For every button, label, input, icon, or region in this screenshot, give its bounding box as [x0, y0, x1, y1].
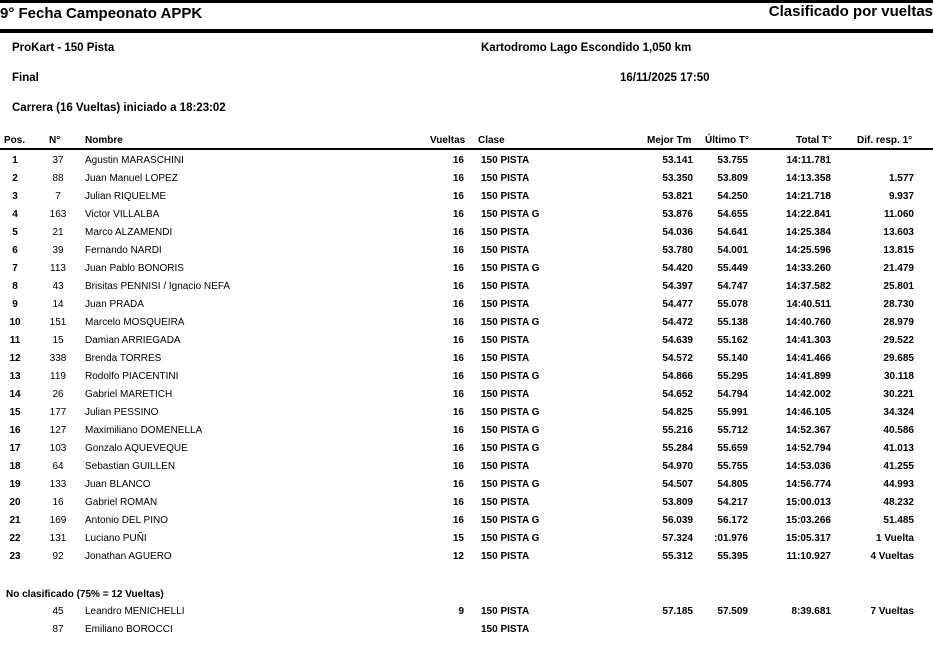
cell-total: 14:21.718	[785, 191, 831, 202]
cell-num: 45	[52, 606, 64, 617]
cell-best: 55.284	[662, 443, 693, 454]
cell-cls: 150 PISTA	[481, 461, 530, 472]
cell-diff: 25.801	[883, 281, 914, 292]
cell-cls: 150 PISTA	[481, 606, 530, 617]
cell-cls: 150 PISTA	[481, 335, 530, 346]
cell-name: Victor VILLALBA	[85, 209, 160, 220]
cell-laps: 16	[452, 155, 464, 166]
col-total: Total T°	[796, 135, 833, 146]
cell-cls: 150 PISTA G	[481, 515, 540, 526]
cell-diff: 40.586	[883, 425, 914, 436]
table-row	[0, 460, 933, 478]
col-name: Nombre	[85, 135, 123, 146]
cell-diff: 4 Vueltas	[870, 551, 914, 562]
cell-laps: 16	[452, 335, 464, 346]
cell-last: 54.794	[717, 389, 748, 400]
cell-name: Antonio DEL PINO	[85, 515, 169, 526]
cell-last: 55.395	[717, 551, 748, 562]
cell-last: 54.641	[717, 227, 748, 238]
cell-last: 55.659	[717, 443, 748, 454]
table-row	[0, 388, 933, 406]
cell-total: 14:42.002	[785, 389, 831, 400]
cell-pos: 18	[9, 461, 21, 472]
cell-num: 119	[50, 371, 66, 382]
cell-diff: 41.013	[883, 443, 914, 454]
cell-total: 14:52.794	[785, 443, 831, 454]
cell-total: 14:52.367	[785, 425, 831, 436]
cell-num: 131	[49, 533, 67, 544]
cell-cls: 150 PISTA	[481, 299, 530, 310]
cell-laps: 16	[452, 425, 464, 436]
cell-diff: 30.118	[883, 371, 914, 382]
cell-best: 57.324	[662, 533, 693, 544]
cell-best: 53.876	[662, 209, 693, 220]
table-row	[0, 424, 933, 442]
cell-pos: 20	[9, 497, 21, 508]
table-header-rule	[0, 148, 933, 150]
page-title: 9° Fecha Campeonato APPK	[0, 5, 203, 22]
cell-pos: 7	[12, 263, 18, 274]
cell-best: 54.507	[662, 479, 693, 490]
cell-last: 55.078	[717, 299, 748, 310]
cell-pos: 5	[12, 227, 18, 238]
table-row	[0, 623, 933, 641]
cell-total: 14:33.260	[785, 263, 831, 274]
cell-diff: 51.485	[883, 515, 914, 526]
cell-pos: 16	[9, 425, 21, 436]
cell-num: 92	[52, 551, 64, 562]
cell-laps: 16	[452, 479, 464, 490]
cell-num: 177	[49, 407, 67, 418]
classification-mode: Clasificado por vueltas	[768, 3, 933, 20]
cell-best: 55.312	[662, 551, 693, 562]
cell-total: 14:40.511	[786, 299, 831, 310]
cell-laps: 16	[452, 191, 464, 202]
cell-cls: 150 PISTA	[481, 281, 530, 292]
col-pos: Pos.	[4, 135, 26, 146]
cell-cls: 150 PISTA G	[481, 443, 540, 454]
cell-laps: 16	[452, 443, 464, 454]
cell-name: Sebastian GUILLEN	[85, 461, 176, 472]
cell-total: 14:25.596	[785, 245, 831, 256]
table-row	[0, 478, 933, 496]
cell-name: Agustin MARASCHINI	[85, 155, 184, 166]
col-last: Último T°	[705, 135, 749, 146]
cell-num: 133	[49, 479, 67, 490]
cell-num: 103	[49, 443, 67, 454]
cell-cls: 150 PISTA G	[481, 317, 540, 328]
table-row	[0, 262, 933, 280]
cell-laps: 16	[452, 209, 464, 220]
cell-best: 54.397	[662, 281, 693, 292]
cell-name: Gabriel ROMAN	[85, 497, 158, 508]
cell-name: Julian PESSINO	[85, 407, 159, 418]
table-row	[0, 550, 933, 568]
cell-total: 14:25.384	[785, 227, 831, 238]
cell-laps: 16	[452, 371, 464, 382]
cell-best: 53.780	[662, 245, 693, 256]
cell-pos: 10	[9, 317, 21, 328]
cell-num: 37	[52, 155, 64, 166]
cell-last: 54.217	[717, 497, 748, 508]
cell-best: 56.039	[662, 515, 693, 526]
cell-last: 55.712	[717, 425, 748, 436]
cell-last: 54.655	[717, 209, 748, 220]
table-row	[0, 280, 933, 298]
cell-laps: 16	[452, 227, 464, 238]
cell-total: 11:10.927	[786, 551, 831, 562]
cell-cls: 150 PISTA G	[481, 407, 540, 418]
cell-last: 55.449	[717, 263, 748, 274]
cell-laps: 16	[452, 353, 464, 364]
cell-pos: 22	[9, 533, 21, 544]
cell-pos: 8	[12, 281, 18, 292]
cell-laps: 15	[452, 533, 464, 544]
cell-best: 54.472	[662, 317, 693, 328]
cell-last: 54.805	[717, 479, 748, 490]
col-laps: Vueltas	[430, 135, 466, 146]
cell-best: 53.821	[662, 191, 693, 202]
cell-laps: 16	[452, 461, 464, 472]
cell-name: Juan Pablo BONORIS	[85, 263, 184, 274]
cell-name: Brisitas PENNISI / Ignacio NEFA	[85, 281, 231, 292]
cell-best: 54.970	[662, 461, 693, 472]
cell-num: 15	[52, 335, 64, 346]
cell-diff: 29.685	[883, 353, 914, 364]
cell-total: 14:13.358	[785, 173, 831, 184]
cell-name: Luciano PUÑI	[85, 533, 147, 544]
cell-pos: 19	[9, 479, 21, 490]
cell-total: 8:39.681	[791, 606, 831, 617]
race-info-label: Carrera (16 Vueltas) iniciado a 18:23:02	[12, 102, 226, 114]
cell-name: Juan BLANCO	[85, 479, 151, 490]
cell-total: 14:41.899	[785, 371, 831, 382]
cell-num: 127	[49, 425, 67, 436]
cell-diff: 1.577	[888, 173, 914, 184]
cell-num: 113	[50, 263, 66, 274]
table-row	[0, 172, 933, 190]
cell-pos: 6	[12, 245, 18, 256]
cell-total: 14:41.303	[785, 335, 831, 346]
col-diff: Dif. resp. 1°	[857, 135, 913, 146]
cell-num: 7	[55, 191, 61, 202]
cell-best: 54.639	[662, 335, 693, 346]
cell-pos: 15	[9, 407, 21, 418]
cell-best: 55.216	[662, 425, 693, 436]
cell-name: Emiliano BOROCCI	[85, 624, 173, 635]
cell-num: 338	[49, 353, 67, 364]
session-label: Final	[12, 72, 39, 84]
cell-total: 14:46.105	[785, 407, 831, 418]
cell-total: 15:05.317	[785, 533, 831, 544]
cell-total: 14:37.582	[785, 281, 831, 292]
cell-num: 169	[49, 515, 67, 526]
cell-last: 53.755	[717, 155, 748, 166]
cell-last: 55.162	[717, 335, 748, 346]
cell-pos: 9	[12, 299, 18, 310]
cell-name: Juan Manuel LOPEZ	[85, 173, 178, 184]
cell-pos: 13	[9, 371, 21, 382]
cell-num: 39	[52, 245, 64, 256]
cell-last: 55.755	[717, 461, 748, 472]
cell-pos: 1	[12, 155, 18, 166]
cell-laps: 16	[452, 407, 464, 418]
table-row	[0, 208, 933, 226]
cell-name: Leandro MENICHELLI	[85, 606, 185, 617]
table-row	[0, 226, 933, 244]
cell-pos: 23	[9, 551, 21, 562]
table-row	[0, 406, 933, 424]
cell-total: 14:41.466	[785, 353, 831, 364]
header-rule	[0, 29, 933, 33]
cell-diff: 11.060	[883, 209, 914, 220]
cell-pos: 14	[9, 389, 21, 400]
table-row	[0, 316, 933, 334]
cell-diff: 28.979	[883, 317, 914, 328]
table-row	[0, 334, 933, 352]
table-row	[0, 442, 933, 460]
cell-laps: 12	[452, 551, 464, 562]
table-row	[0, 298, 933, 316]
cell-cls: 150 PISTA	[481, 191, 530, 202]
cell-name: Juan PRADA	[85, 299, 144, 310]
cell-laps: 16	[452, 389, 464, 400]
cell-cls: 150 PISTA G	[481, 209, 540, 220]
table-row	[0, 532, 933, 550]
cell-pos: 4	[12, 209, 18, 220]
cell-pos: 11	[9, 335, 21, 346]
cell-laps: 16	[452, 299, 464, 310]
cell-last: 55.140	[717, 353, 748, 364]
cell-cls: 150 PISTA	[481, 173, 530, 184]
cell-diff: 44.993	[883, 479, 914, 490]
cell-name: Gabriel MARETICH	[85, 389, 173, 400]
datetime-label: 16/11/2025 17:50	[620, 72, 710, 84]
cell-last: :01.976	[714, 533, 748, 544]
cell-cls: 150 PISTA	[481, 353, 530, 364]
cell-name: Maximiliano DOMENELLA	[85, 425, 203, 436]
cell-last: 56.172	[717, 515, 748, 526]
cell-num: 64	[52, 461, 64, 472]
cell-diff: 1 Vuelta	[876, 533, 914, 544]
cell-total: 14:40.760	[785, 317, 831, 328]
cell-best: 54.866	[662, 371, 693, 382]
cell-cls: 150 PISTA G	[481, 479, 540, 490]
col-best: Mejor Tm	[647, 135, 692, 146]
cell-diff: 21.479	[883, 263, 914, 274]
cell-num: 87	[52, 624, 64, 635]
table-row	[0, 352, 933, 370]
cell-best: 54.652	[662, 389, 693, 400]
table-row	[0, 496, 933, 514]
cell-diff: 34.324	[883, 407, 914, 418]
cell-diff: 28.730	[883, 299, 914, 310]
cell-cls: 150 PISTA	[481, 155, 530, 166]
cell-num: 14	[52, 299, 64, 310]
cell-cls: 150 PISTA	[481, 389, 530, 400]
cell-cls: 150 PISTA	[481, 497, 530, 508]
cell-best: 53.350	[662, 173, 693, 184]
cell-total: 14:22.841	[785, 209, 831, 220]
table-row	[0, 370, 933, 388]
cell-last: 55.138	[717, 317, 748, 328]
cell-best: 54.477	[662, 299, 693, 310]
cell-last: 53.809	[717, 173, 748, 184]
cell-best: 53.809	[662, 497, 693, 508]
cell-last: 57.509	[717, 606, 748, 617]
cell-laps: 16	[452, 245, 464, 256]
cell-diff: 41.255	[883, 461, 914, 472]
cell-total: 15:00.013	[785, 497, 831, 508]
cell-cls: 150 PISTA	[481, 227, 530, 238]
table-row	[0, 514, 933, 532]
cell-diff: 13.815	[883, 245, 914, 256]
cell-diff: 9.937	[888, 191, 914, 202]
cell-best: 57.185	[662, 606, 693, 617]
cell-diff: 29.522	[883, 335, 914, 346]
cell-best: 54.036	[662, 227, 693, 238]
cell-cls: 150 PISTA G	[481, 263, 540, 274]
track-label: Kartodromo Lago Escondido 1,050 km	[481, 42, 692, 54]
cell-best: 53.141	[662, 155, 693, 166]
table-row	[0, 190, 933, 208]
cell-name: Gonzalo AQUEVEQUE	[85, 443, 188, 454]
cell-laps: 9	[458, 606, 464, 617]
cell-cls: 150 PISTA	[481, 551, 530, 562]
cell-laps: 16	[452, 515, 464, 526]
cell-name: Marcelo MOSQUEIRA	[85, 317, 185, 328]
cell-num: 16	[52, 497, 64, 508]
cell-best: 54.825	[662, 407, 693, 418]
cell-pos: 12	[9, 353, 21, 364]
table-row	[0, 605, 933, 623]
cell-last: 54.001	[717, 245, 748, 256]
cell-laps: 16	[452, 497, 464, 508]
cell-name: Marco ALZAMENDI	[85, 227, 173, 238]
category-label: ProKart - 150 Pista	[12, 42, 115, 54]
cell-laps: 16	[452, 281, 464, 292]
cell-pos: 17	[9, 443, 21, 454]
cell-laps: 16	[452, 263, 464, 274]
cell-cls: 150 PISTA G	[481, 425, 540, 436]
cell-total: 14:56.774	[785, 479, 831, 490]
cell-cls: 150 PISTA G	[481, 533, 540, 544]
cell-name: Fernando NARDI	[85, 245, 162, 256]
cell-last: 55.295	[717, 371, 748, 382]
cell-num: 26	[52, 389, 64, 400]
cell-cls: 150 PISTA	[481, 245, 530, 256]
cell-best: 54.572	[662, 353, 693, 364]
cell-name: Brenda TORRES	[85, 353, 162, 364]
cell-diff: 13.603	[883, 227, 914, 238]
cell-last: 55.991	[717, 407, 748, 418]
cell-name: Rodolfo PIACENTINI	[85, 371, 179, 382]
cell-laps: 16	[452, 317, 464, 328]
cell-total: 14:11.781	[786, 155, 831, 166]
cell-pos: 2	[12, 173, 18, 184]
cell-name: Julian RIQUELME	[85, 191, 167, 202]
cell-total: 14:53.036	[785, 461, 831, 472]
cell-laps: 16	[452, 173, 464, 184]
cell-num: 21	[52, 227, 64, 238]
cell-num: 151	[49, 317, 67, 328]
col-num: N°	[49, 135, 61, 146]
cell-last: 54.747	[717, 281, 748, 292]
cell-diff: 7 Vueltas	[870, 606, 914, 617]
cell-cls: 150 PISTA	[481, 624, 530, 635]
table-row	[0, 154, 933, 172]
cell-num: 88	[52, 173, 64, 184]
cell-last: 54.250	[717, 191, 748, 202]
table-row	[0, 244, 933, 262]
cell-total: 15:03.266	[785, 515, 831, 526]
not-classified-heading: No clasificado (75% = 12 Vueltas)	[6, 589, 164, 600]
cell-cls: 150 PISTA G	[481, 371, 540, 382]
cell-pos: 3	[12, 191, 18, 202]
cell-num: 163	[49, 209, 67, 220]
col-class: Clase	[478, 135, 505, 146]
cell-diff: 48.232	[883, 497, 914, 508]
cell-num: 43	[52, 281, 64, 292]
cell-name: Jonathan AGUERO	[85, 551, 172, 562]
cell-name: Damian ARRIEGADA	[85, 335, 181, 346]
cell-diff: 30.221	[883, 389, 914, 400]
cell-best: 54.420	[662, 263, 693, 274]
cell-pos: 21	[9, 515, 21, 526]
